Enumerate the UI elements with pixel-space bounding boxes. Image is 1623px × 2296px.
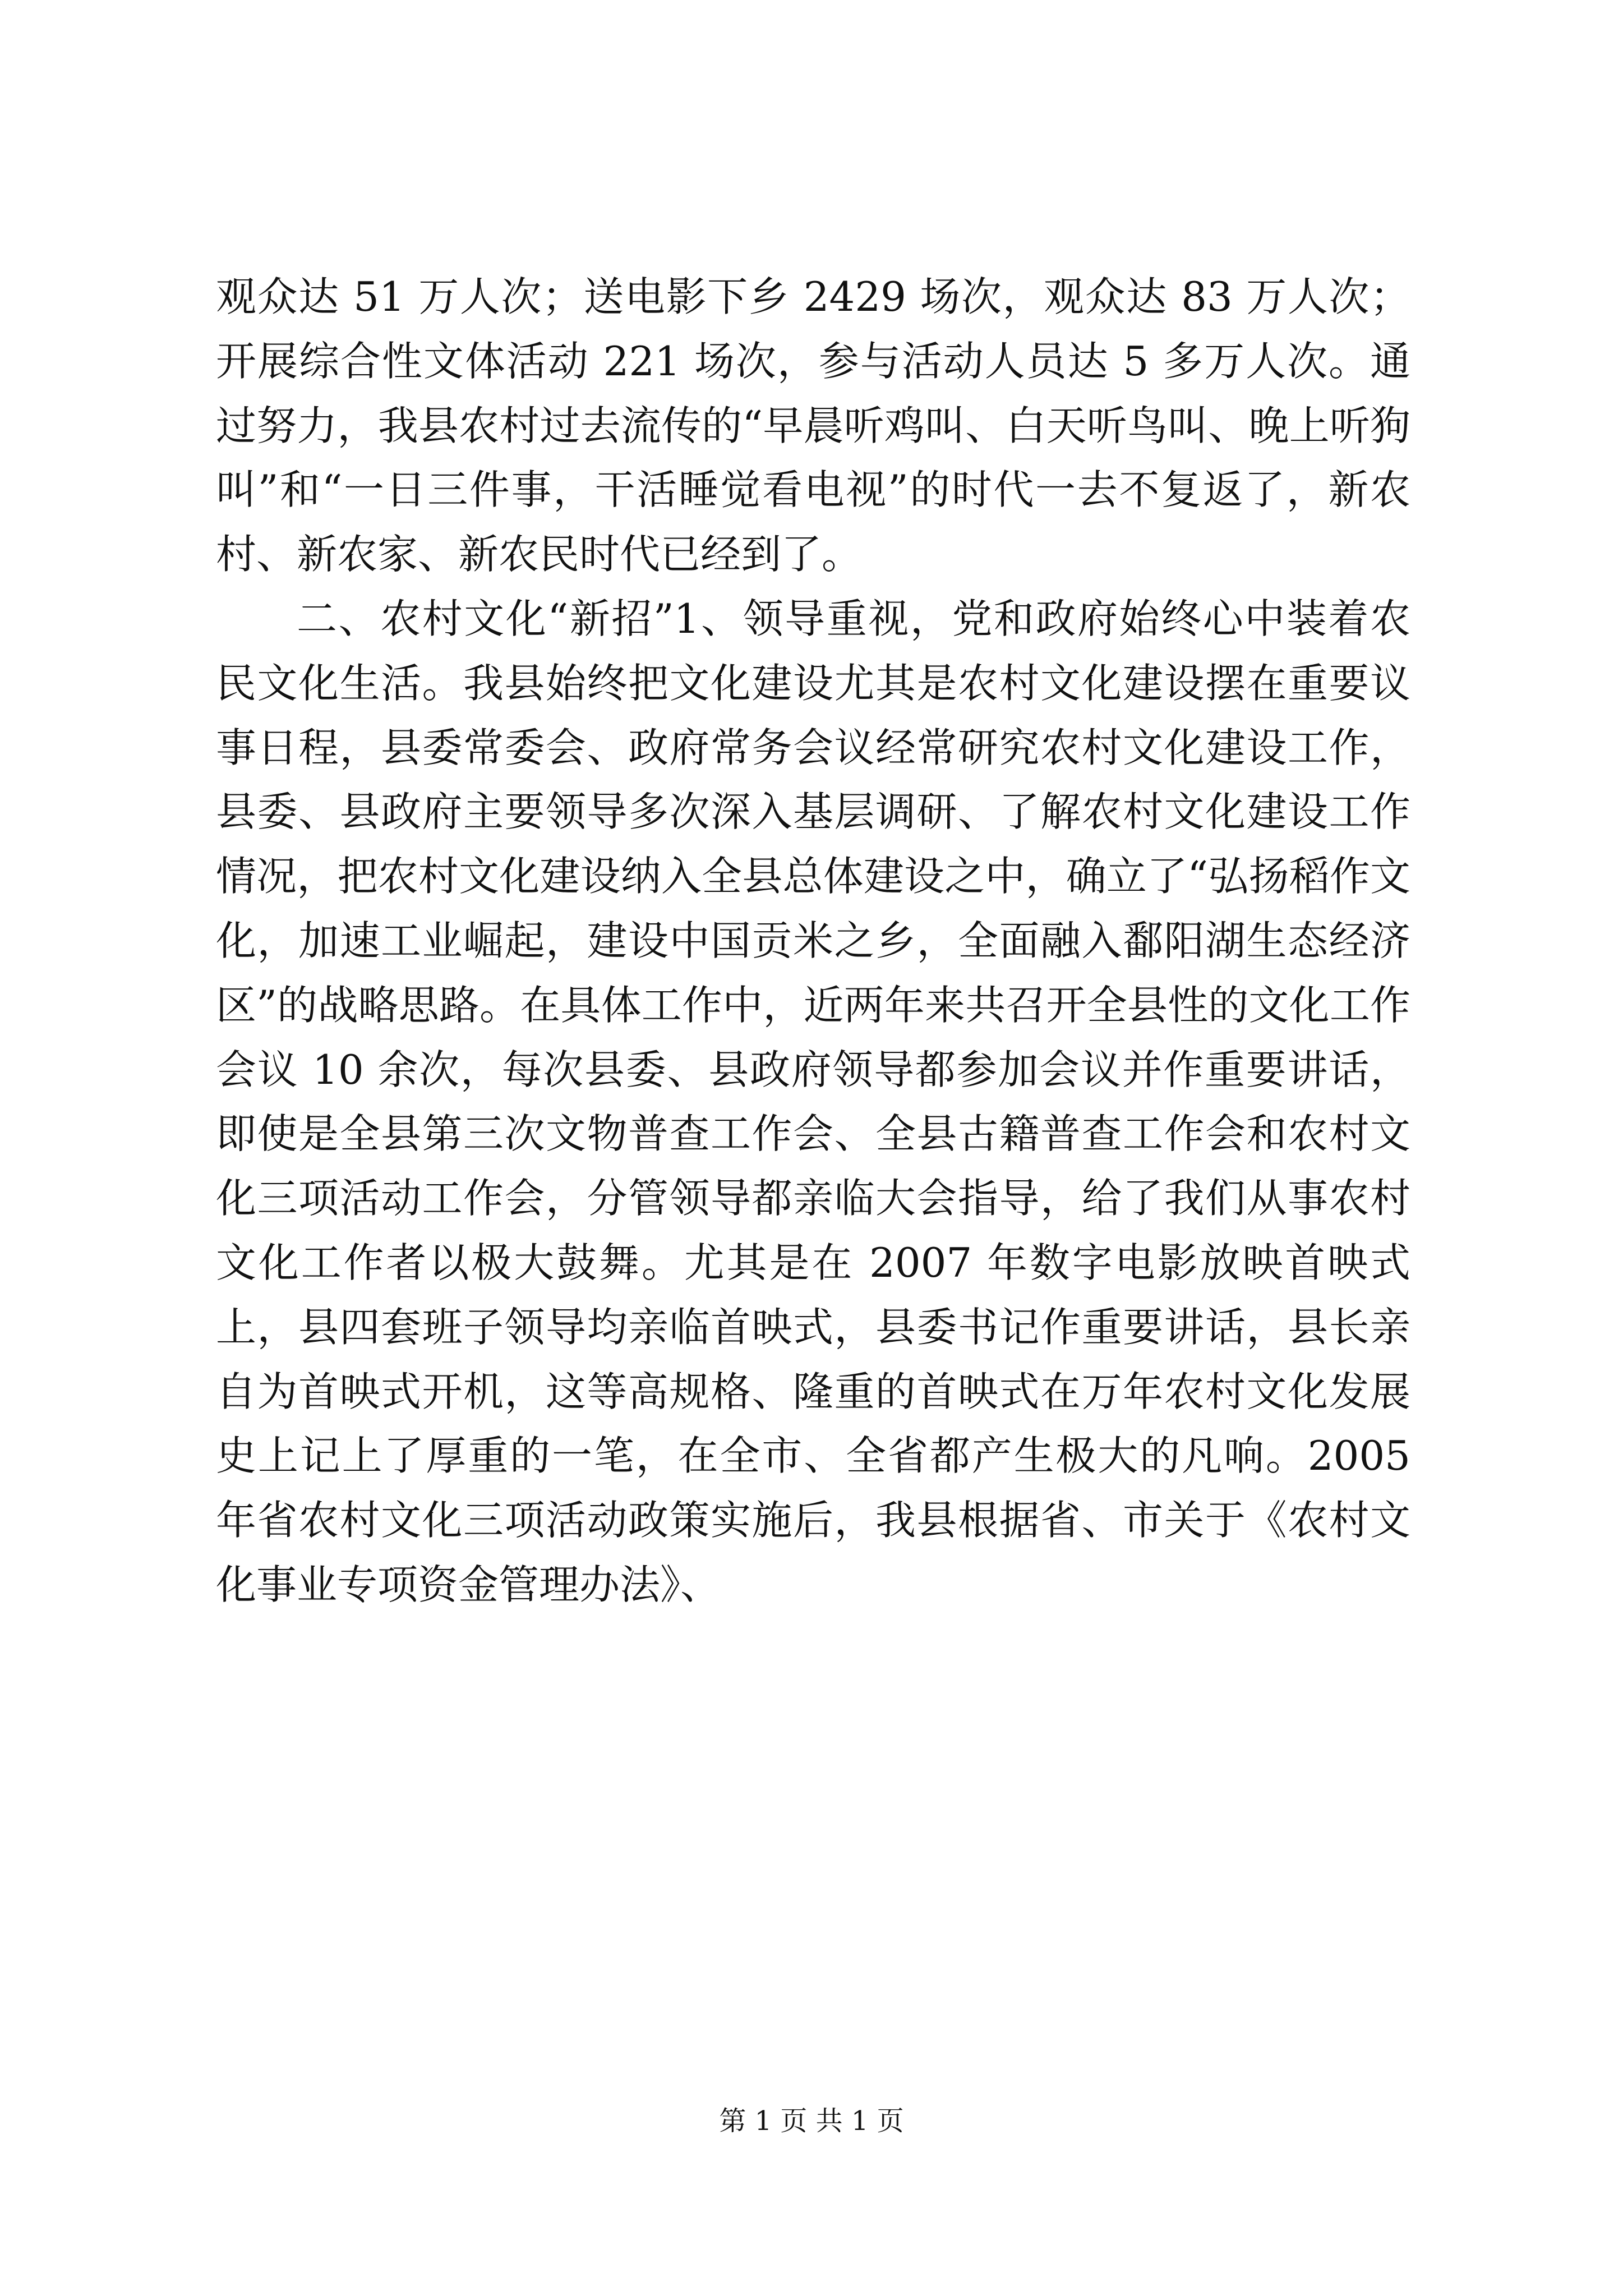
- page-footer: 第 1 页 共 1 页: [719, 2105, 904, 2137]
- document-body: [216, 265, 1410, 1617]
- paragraph-section-two: 二、农村文化“新招”1、领导重视，党和政府始终心中装着农民文化生活。我县始终把文化建设尤其是农村文化建设摆在重要议事日程，县委常委会、政府常务会议经常研究农村文化建设工作，县委、县政府主要领导多次深入基层调研、了解农村文化建设工作情况，把农村文化建设纳入全县总体建设之中，确立了“弘扬稻作文化，加速工业崛起，建设中国贡米之乡，全面融入鄱阳湖生态经济区”的战略思路。在具体工作中，近两年来共召开全县性的文化工作会议 10 余次，每次县委、县政府领导都参加会议并作重要讲话，即使是全县第三次文物普查工作会、全县古籍普查工作会和农村文化三项活动工作会，分管领导都亲临大会指导，给了我们从事农村文化工作者以极大鼓舞。尤其是在 2007 年数字电影放映首映式上，县四套班子领导均亲临首映式，县委书记作重要讲话，县长亲自为首映式开机，这等高规格、隆重的首映式在万年农村文化发展史上记上了厚重的一笔，在全市、全省都产生极大的凡响。2005 年省农村文化三项活动政策实施后，我县根据省、市关于《农村文化事业专项资金管理办法》、: [216, 595, 1410, 1608]
- paragraph-continuation: 观众达 51 万人次；送电影下乡 2429 场次，观众达 83 万人次；开展综合性文体活动 221 场次，参与活动人员达 5 多万人次。通过努力，我县农村过去流传的“早晨听鸡叫、白天听鸟叫、晚上听狗叫”和“一日三件事，干活睡觉看电视”的时代一去不复返了，新农村、新农家、新农民时代已经到了。: [216, 273, 1410, 578]
